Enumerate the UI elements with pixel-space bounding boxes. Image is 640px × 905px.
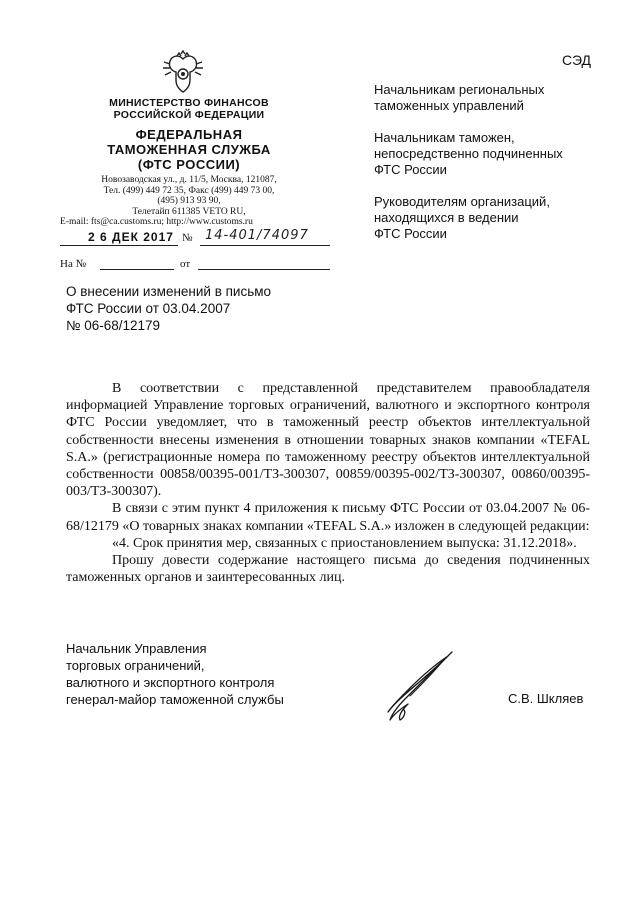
letter-body — [66, 380, 590, 586]
recipient-line: ФТС России — [374, 162, 447, 177]
signer-title — [66, 640, 284, 708]
agency-line: ФЕДЕРАЛЬНАЯ — [135, 127, 243, 142]
agency-line: (ФТС РОССИИ) — [137, 157, 241, 172]
recipient-line: таможенных управлений — [374, 98, 524, 113]
contact-line: Тел. (499) 449 72 35, Факс (499) 449 73 00, — [103, 185, 275, 196]
contact-line: (495) 913 93 90, — [157, 196, 221, 206]
signer-title-line: торговых ограничений, — [66, 658, 205, 673]
handwritten-signature-icon — [380, 648, 460, 726]
body-paragraph: Прошу довести содержание настоящего письма до сведения подчиненных таможенных органов и заинтересованных лиц. — [66, 553, 590, 586]
recipients-block — [374, 82, 614, 258]
handwritten-number: 14-401/74097 — [205, 228, 309, 243]
signer-title-line: генерал-майор таможенной службы — [66, 692, 284, 707]
date-stamp: 2 6 ДЕК 2017 — [88, 230, 174, 244]
body-paragraph: В связи с этим пункт 4 приложения к письму ФТС России от 03.04.2007 № 06-68/12179 «О товарных знаках компании «TEFAL S.A.» изложен в следующей редакции: — [66, 501, 590, 534]
signer-title-line: валютного и экспортного контроля — [66, 675, 275, 690]
signer-name: С.В. Шкляев — [508, 691, 584, 706]
number-label: № — [182, 232, 193, 244]
agency-contacts — [60, 175, 318, 228]
recipient-group — [374, 82, 614, 114]
date-number-line — [60, 230, 330, 248]
ministry-name — [75, 97, 303, 121]
coat-of-arms-icon — [160, 50, 206, 96]
subject-line: № 06-68/12179 — [66, 318, 161, 333]
body-paragraph: В соответствии с представленной представителем правообладателя информацией Управление торговых ограничений, валютного и экспортного контроля ФТС России уведомляет, что в таможенный реестр объектов интеллектуальной собственности внесены изменения в отношении товарных знаков компании «TEFAL S.A.» (регистрационные номера по таможенному реестру объектов интеллектуальной собственности 00858/00395-001/ТЗ-300307, 00859/00395-002/ТЗ-300307, 00860/00395-003/ТЗ-300307). — [66, 381, 590, 500]
contact-email-line: E-mail: fts@ca.customs.ru; http://www.customs.ru — [60, 217, 253, 227]
subject-line: ФТС России от 03.04.2007 — [66, 301, 231, 316]
ministry-line: РОССИЙСКОЙ ФЕДЕРАЦИИ — [113, 109, 265, 121]
document-system-mark: СЭД — [562, 52, 592, 68]
signer-title-line: Начальник Управления — [66, 641, 207, 656]
ministry-line: МИНИСТЕРСТВО ФИНАНСОВ — [109, 97, 269, 109]
subject-line: О внесении изменений в письмо — [66, 284, 272, 299]
reference-line — [60, 258, 330, 274]
reference-from-label: от — [180, 258, 191, 270]
recipient-line: ФТС России — [374, 226, 447, 241]
body-quote-paragraph: «4. Срок принятия мер, связанных с приостановлением выпуска: 31.12.2018». — [112, 535, 577, 551]
recipient-line: Руководителям организаций, — [374, 194, 550, 209]
contact-line: Новозаводская ул., д. 11/5, Москва, 121087, — [101, 175, 277, 185]
agency-line: ТАМОЖЕННАЯ СЛУЖБА — [107, 142, 271, 157]
recipient-group — [374, 194, 614, 242]
letter-subject — [66, 283, 271, 334]
reference-label: На № — [60, 258, 87, 270]
agency-name — [75, 127, 303, 172]
recipient-group — [374, 130, 614, 178]
recipient-line: Начальникам региональных — [374, 82, 545, 97]
contact-line: Телетайп 611385 VETO RU, — [132, 206, 246, 217]
recipient-line: Начальникам таможен, — [374, 130, 515, 145]
recipient-line: находящихся в ведении — [374, 210, 519, 225]
recipient-line: непосредственно подчиненных — [374, 146, 563, 161]
